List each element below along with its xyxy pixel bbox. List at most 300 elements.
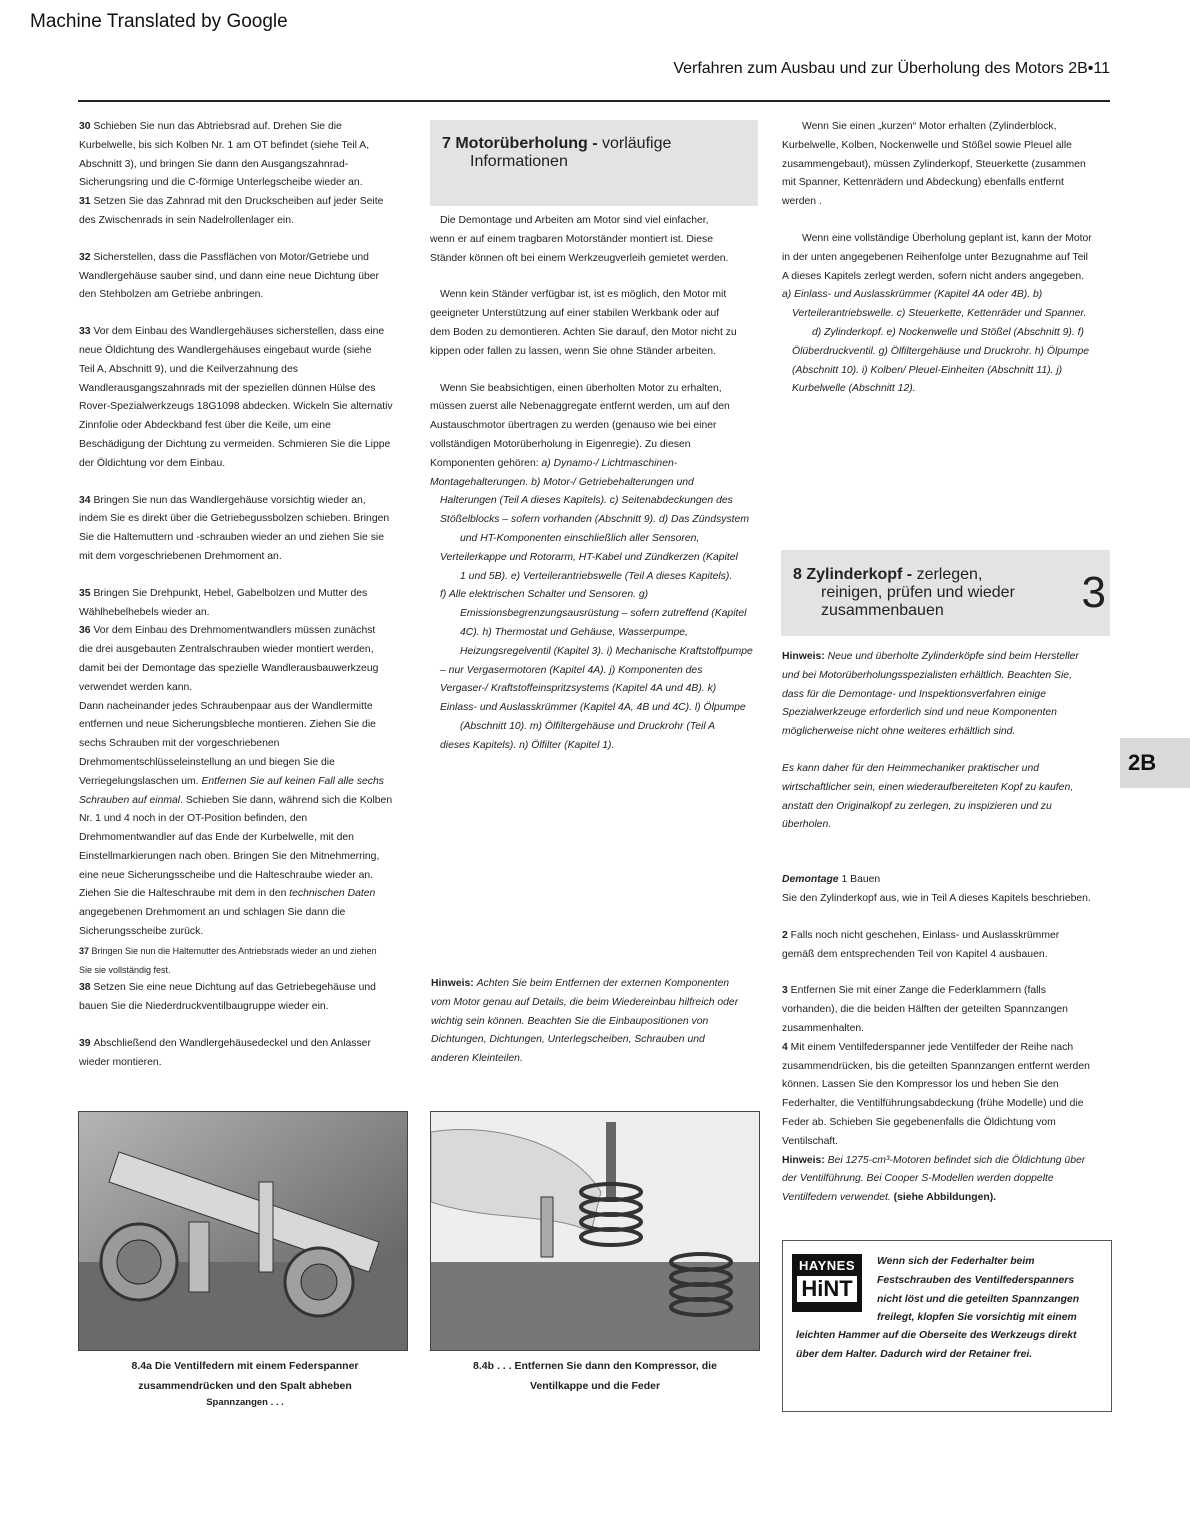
text: Entfernen Sie mit einer Zange die Federklammern (falls xyxy=(790,985,1046,997)
left-column-line xyxy=(79,585,419,604)
text: Drehmomentschlüsseleinstellung an und biegen Sie die xyxy=(79,756,335,768)
italic-text: Vergaser-/ Kraftstoffeinspritzsystems (Kapitel 4A und 4B). k) xyxy=(440,683,717,695)
step-number: 30 xyxy=(79,121,94,132)
text: Sicherstellen, dass die Passflächen von Motor/Getriebe und xyxy=(93,251,369,263)
section-8-subtitle-b: reinigen, prüfen und wieder xyxy=(821,584,1015,601)
left-column-line xyxy=(79,492,419,511)
left-column-line xyxy=(79,848,419,867)
left-column-line xyxy=(79,156,419,175)
text: Kurbelwelle, bis sich Kolben Nr. 1 am OT befindet (siehe Teil A, xyxy=(79,139,370,151)
section-7-line xyxy=(430,324,775,343)
left-column-line xyxy=(79,361,419,380)
left-column-line xyxy=(79,342,419,361)
paragraph-gap xyxy=(79,567,419,585)
section-8-line xyxy=(782,871,1117,890)
text: Abschließend den Wandlergehäusedeckel und den Anlasser xyxy=(93,1038,371,1050)
right-top-line xyxy=(782,305,1117,324)
italic-text: möglicherweise nicht ohne weiteres erhältlich sind. xyxy=(782,726,1016,738)
left-column-line xyxy=(79,773,419,792)
paragraph-gap xyxy=(782,853,1117,871)
section-8-line xyxy=(782,982,1117,1001)
section-8-line xyxy=(782,1076,1117,1095)
left-column-line xyxy=(79,867,419,886)
italic-text: d) Zylinderkopf. e) Nockenwelle und Stößel (Abschnitt 9). f) xyxy=(812,326,1085,338)
section-7-line xyxy=(430,662,775,681)
italic-text: Ventilfedern verwendet. xyxy=(782,1192,894,1204)
right-top-line xyxy=(782,249,1117,268)
left-column-line xyxy=(79,923,419,942)
section-7-title: 7 Motorüberholung - xyxy=(442,135,598,152)
text: eine neue Sicherungsscheibe und die Halteschraube wieder an. xyxy=(79,869,374,881)
italic-text: Verteilerantriebswelle. c) Steuerkette, Kettenräder und Spanner. xyxy=(792,308,1087,320)
text: Schieben Sie nun das Abtriebsrad auf. Drehen Sie die xyxy=(93,121,342,132)
text: Die Demontage und Arbeiten am Motor sind viel einfacher, xyxy=(440,215,709,226)
text: Sie die Haltemuttern und -schrauben wieder an und ziehen Sie sie xyxy=(79,532,384,544)
section-8-line xyxy=(782,890,1117,909)
text: geeigneter Unterstützung auf einer stabilen Werkbank oder auf xyxy=(430,308,720,320)
left-column-line xyxy=(79,249,419,268)
section-7-line xyxy=(430,549,775,568)
section-7-subtitle-b: Informationen xyxy=(470,153,568,170)
left-column-line xyxy=(79,829,419,848)
left-column-line xyxy=(79,679,419,698)
haynes-hint-line: freilegt, klopfen Sie vorsichtig mit einem xyxy=(877,1312,1077,1324)
italic-text: und HT-Komponenten einschließlich aller Sensoren, xyxy=(460,532,700,544)
text: sechs Schrauben mit der vorgeschriebenen xyxy=(79,738,280,750)
left-column-line xyxy=(79,323,419,342)
haynes-hint-text xyxy=(877,1253,1107,1328)
text: vorhanden), die die beiden Hälften der geteilten Spannzangen xyxy=(782,1004,1068,1016)
section-8-chapter-badge: 3 xyxy=(1081,568,1106,617)
right-top-line xyxy=(782,156,1117,175)
left-column-line xyxy=(79,118,419,137)
text: Verriegelungslaschen um. xyxy=(79,775,202,787)
left-column-line xyxy=(79,604,419,623)
section-8-line xyxy=(782,798,1117,817)
section-8-heading-box xyxy=(781,550,1110,636)
text: Rover-Spezialwerkzeugs 18G1098 abdecken. Wickeln Sie alternativ xyxy=(79,401,393,413)
right-top-line xyxy=(782,362,1117,381)
section-7-line xyxy=(430,737,775,756)
italic-text: Neue und überholte Zylinderköpfe sind beim Hersteller xyxy=(827,651,1079,662)
text: dem Boden zu demontieren. Achten Sie darauf, den Motor nicht zu xyxy=(430,326,737,338)
section-7-line xyxy=(430,624,775,643)
left-column-line xyxy=(79,417,419,436)
section-7-line xyxy=(430,398,775,417)
italic-text: Stößelblocks – sofern vorhanden (Abschnitt 9). d) Das Zündsystem xyxy=(440,514,749,526)
left-column-line xyxy=(79,904,419,923)
step-number: 36 xyxy=(79,625,94,637)
step-number: 2 xyxy=(782,929,791,941)
italic-text: 4C). h) Thermostat und Gehäuse, Wasserpumpe, xyxy=(460,626,688,638)
left-column-line xyxy=(79,529,419,548)
italic-text: Heizungsregelventil (Kapitel 3). i) Mechanische Kraftstoffpumpe xyxy=(460,645,753,657)
left-column-line xyxy=(79,792,419,811)
text: Wenn Sie beabsichtigen, einen überholten Motor zu erhalten, xyxy=(440,382,722,394)
left-column-line xyxy=(79,810,419,829)
text: kippen oder fallen zu lassen, wenn Sie ohne Ständer arbeiten. xyxy=(430,345,716,357)
text: Falls noch nicht geschehen, Einlass- und Auslasskrümmer xyxy=(790,929,1060,941)
paragraph-gap xyxy=(782,909,1117,927)
left-column-line xyxy=(79,510,419,529)
right-top-line xyxy=(782,174,1117,193)
italic-text: anstatt den Originalkopf zu zerlegen, zu inspizieren und zu xyxy=(782,800,1052,812)
valve-spring-compressor-image xyxy=(79,1112,407,1350)
paragraph-gap xyxy=(782,835,1117,853)
text: Sie sie vollständig fest. xyxy=(79,964,171,975)
section-8-subtitle-a: zerlegen, xyxy=(916,566,983,583)
section-8-line xyxy=(782,667,1117,686)
left-column-line xyxy=(79,268,419,287)
text: gemäß dem entsprechenden Teil von Kapitel 4 ausbauen. xyxy=(782,948,1048,960)
figure-8-4a-photo xyxy=(78,1111,408,1351)
italic-text: (Abschnitt 10). i) Kolben/ Pleuel-Einheiten (Abschnitt 11). j) xyxy=(792,364,1063,376)
italic-text: Ölüberdruckventil. g) Ölfiltergehäuse und Druckrohr. h) Ölpumpe xyxy=(792,345,1090,357)
text: Einstellmarkierungen nach oben. Bringen Sie den Mitnehmerring, xyxy=(79,850,380,862)
figure-8-4b-caption-line: Ventilkappe und die Feder xyxy=(529,1380,661,1392)
text: Wenn kein Ständer verfügbar ist, ist es möglich, den Motor mit xyxy=(440,289,727,301)
section-7-hint-line: wichtig sein können. Beachten Sie die Einbaupositionen von xyxy=(431,1015,709,1027)
text: angegebenen Drehmoment an und schlagen Sie dann die xyxy=(79,907,346,919)
text: in der unten angegebenen Reihenfolge unter Bezugnahme auf Teil xyxy=(782,251,1088,263)
section-7-hint xyxy=(431,975,761,1069)
text: Ziehen Sie die Halteschraube mit dem in den xyxy=(79,888,290,900)
paragraph-gap xyxy=(79,1017,419,1035)
machine-translation-label: Machine Translated by Google xyxy=(30,11,288,32)
valve-spring-removal-image xyxy=(431,1112,759,1350)
haynes-hint-line: Festschrauben des Ventilfederspanners xyxy=(877,1274,1075,1286)
step-number: 39 xyxy=(79,1038,94,1050)
text: entfernen und neue Sicherungsbleche montieren. Ziehen Sie die xyxy=(79,719,376,731)
section-8-line xyxy=(782,927,1117,946)
text: Nr. 1 und 4 noch in der OT-Position befinden, den xyxy=(79,813,308,825)
section-7-line xyxy=(430,417,775,436)
chapter-side-tab-label: 2B xyxy=(1128,750,1157,775)
section-7-hint-line: anderen Kleinteilen. xyxy=(431,1053,523,1065)
haynes-hint-line: leichten Hammer auf die Oberseite des Werkzeugs direkt xyxy=(796,1330,1077,1341)
header-rule xyxy=(78,100,1110,102)
text: der Öldichtung vor dem Einbau. xyxy=(79,457,226,469)
paragraph-gap xyxy=(430,268,775,286)
section-8-title: 8 Zylinderkopf - xyxy=(793,566,913,583)
section-7-line xyxy=(430,231,775,250)
section-8-line xyxy=(782,816,1117,835)
text: Sie den Zylinderkopf aus, wie in Teil A dieses Kapitels beschrieben. xyxy=(782,892,1091,904)
section-8-line xyxy=(782,1020,1117,1039)
hint-logo-text: HiNT xyxy=(797,1276,857,1302)
text: Wenn eine vollständige Überholung geplant ist, kann der Motor xyxy=(802,232,1092,244)
chapter-side-tab xyxy=(1120,738,1190,788)
italic-text: Einlass- und Auslasskrümmer (Kapitel 4A, 4B und 4C). l) Ölpumpe xyxy=(440,702,746,714)
step-number: 37 xyxy=(79,945,92,956)
text: werden . xyxy=(782,196,822,208)
text: zusammendrücken, bis die geteilten Spannzangen entfernt werden xyxy=(782,1060,1090,1072)
section-8-line xyxy=(782,648,1117,667)
text: Kurbelwelle, Kolben, Nockenwelle und Stößel sowie Pleuel alle xyxy=(782,139,1072,151)
section-7-hint-line: Achten Sie beim Entfernen der externen Komponenten xyxy=(476,978,730,989)
text: Bringen Sie nun das Wandlergehäuse vorsichtig wieder an, xyxy=(93,494,366,506)
text: des Zwischenrads in sein Nadelrollenlager ein. xyxy=(79,214,294,226)
section-8-line xyxy=(782,1170,1117,1189)
figure-8-4b-caption xyxy=(430,1356,760,1396)
right-top-line xyxy=(782,137,1117,156)
text: Bringen Sie nun die Haltemutter des Antriebsrads wieder an und ziehen xyxy=(91,945,377,956)
section-8-line xyxy=(782,779,1117,798)
text: damit bei der Demontage das spezielle Wandlerausbauwerkzeug xyxy=(79,662,379,674)
section-7-line xyxy=(430,605,775,624)
figure-8-4a-caption xyxy=(80,1356,410,1409)
step-number: 4 xyxy=(782,1041,791,1053)
running-header-title: Verfahren zum Ausbau und zur Überholung des Motors 2B•11 xyxy=(673,60,1110,77)
section-7-line xyxy=(430,511,775,530)
left-column-line xyxy=(79,885,419,904)
section-7-line xyxy=(430,492,775,511)
left-column-line xyxy=(79,622,419,641)
haynes-hint-line: Wenn sich der Federhalter beim xyxy=(877,1256,1035,1267)
left-column-line xyxy=(79,754,419,773)
section-7-line xyxy=(430,305,775,324)
text: mit dem vorgeschriebenen Drehmoment an. xyxy=(79,550,282,562)
text: die drei ausgebauten Zentralschrauben wieder montiert werden, xyxy=(79,644,374,656)
text: Wenn Sie einen „kurzen“ Motor erhalten (Zylinderblock, xyxy=(802,121,1057,132)
step-number: 35 xyxy=(79,587,94,599)
paragraph-gap xyxy=(79,305,419,323)
section-7-subtitle-a: vorläufige xyxy=(601,135,672,152)
bold-text: (siehe Abbildungen). xyxy=(893,1192,997,1204)
italic-text: Kurbelwelle (Abschnitt 12). xyxy=(792,383,916,395)
right-top-line xyxy=(782,380,1117,399)
italic-text: (Abschnitt 10). m) Ölfiltergehäuse und Druckrohr (Teil A xyxy=(460,720,716,732)
text: Zinnfolie oder Abdeckband fest über die Keile, um eine xyxy=(79,420,331,432)
paragraph-gap xyxy=(782,964,1117,982)
step-number: 34 xyxy=(79,494,94,506)
italic-text: überholen. xyxy=(782,819,832,831)
text: Setzen Sie eine neue Dichtung auf das Getriebegehäuse und xyxy=(93,982,376,994)
text: verwendet werden kann. xyxy=(79,681,193,693)
italic-text: f) Alle elektrischen Schalter und Sensoren. g) xyxy=(440,589,649,601)
italic-text: a) Dynamo-/ Lichtmaschinen- xyxy=(541,457,678,469)
left-column-line xyxy=(79,548,419,567)
text: Wandlergehäuse sauber sind, und dann eine neue Dichtung über xyxy=(79,270,380,282)
paragraph-gap xyxy=(79,231,419,249)
figure-8-4b-photo xyxy=(430,1111,760,1351)
italic-text: – nur Vergasermotoren (Kapitel 4A). j) Komponenten des xyxy=(440,664,703,676)
step-number: 38 xyxy=(79,982,94,994)
text: Vor dem Einbau des Wandlergehäuses sicherstellen, dass eine xyxy=(93,326,385,338)
text: zusammenhalten. xyxy=(782,1022,865,1034)
section-7-hint-line: vom Motor genau auf Details, die beim Wiedereinbau hilfreich oder xyxy=(431,996,739,1008)
section-8-line xyxy=(782,1039,1117,1058)
section-8-line xyxy=(782,723,1117,742)
italic-text: Es kann daher für den Heimmechaniker praktischer und xyxy=(782,762,1040,774)
section-7-line xyxy=(430,699,775,718)
italic-text: Schrauben auf einmal xyxy=(79,794,181,806)
text: Bringen Sie Drehpunkt, Hebel, Gabelbolzen und Mutter des xyxy=(93,587,368,599)
text: Federhalter, die Ventilführungsabdeckung (frühe Modelle) und die xyxy=(782,1098,1084,1110)
left-column-line xyxy=(79,735,419,754)
italic-text: Spezialwerkzeuge erforderlich sind und neue Komponenten xyxy=(782,707,1057,719)
bold-label: Hinweis: xyxy=(782,1154,828,1166)
haynes-hint-line: nicht löst und die geteilten Spannzangen xyxy=(877,1293,1080,1305)
subheading: Demontage xyxy=(782,874,842,886)
italic-text: 1 und 5B). e) Verteilerantriebswelle (Teil A dieses Kapitels). xyxy=(460,570,733,582)
section-7-line xyxy=(430,250,775,269)
section-7-line xyxy=(430,718,775,737)
step-number: 31 xyxy=(79,196,94,208)
left-column-line xyxy=(79,436,419,455)
figure-8-4a-caption-line: Spannzangen . . . xyxy=(206,1397,284,1408)
text: neue Öldichtung des Wandlergehäuses eingebaut wurde (siehe xyxy=(79,344,372,356)
text: mit Spanner, Kettenrädern und Abdeckung) ebenfalls entfernt xyxy=(782,177,1064,189)
text: Teil A, Abschnitt 9), und die Keilverzahnung des xyxy=(79,363,298,375)
italic-text: Halterungen (Teil A dieses Kapitels). c) Seitenabdeckungen des xyxy=(440,495,733,507)
right-top-line xyxy=(782,230,1117,249)
step-number: 3 xyxy=(782,985,791,997)
paragraph-gap xyxy=(782,742,1117,760)
text: . Schieben Sie dann, während sich die Kolben xyxy=(180,794,393,806)
right-top-line xyxy=(782,118,1117,137)
text: 1 Bauen xyxy=(841,874,881,886)
section-8-line xyxy=(782,704,1117,723)
haynes-hint-line: über dem Halter. Dadurch wird der Retainer frei. xyxy=(796,1348,1033,1360)
paragraph-gap xyxy=(430,362,775,380)
left-column-line xyxy=(79,1054,419,1073)
left-column-line xyxy=(79,380,419,399)
section-7-text xyxy=(430,212,775,756)
haynes-hint-logo xyxy=(792,1254,862,1312)
section-8-line xyxy=(782,760,1117,779)
section-7-line xyxy=(430,286,775,305)
italic-text: wirtschaftlicher sein, einen wiederaufbereiteten Kopf zu kaufen, xyxy=(782,781,1074,793)
text: indem Sie es direkt über die Getriebegussbolzen schieben. Bringen xyxy=(79,513,390,525)
text: den Stehbolzen am Getriebe anbringen. xyxy=(79,289,264,301)
section-8-line xyxy=(782,1152,1117,1171)
text: vollständigen Motorüberholung in Eigenregie). Zu diesen xyxy=(430,438,691,450)
left-column-line xyxy=(79,660,419,679)
italic-text: Bei 1275-cm³-Motoren befindet sich die Öldichtung über xyxy=(827,1154,1086,1166)
italic-text: technischen Daten xyxy=(289,888,376,900)
section-7-heading-box xyxy=(430,120,758,206)
section-8-subtitle-c: zusammenbauen xyxy=(821,602,944,619)
text: Setzen Sie das Zahnrad mit den Druckscheiben auf jeder Seite xyxy=(93,196,384,208)
text: können. Lassen Sie den Kompressor los und heben Sie den xyxy=(782,1079,1059,1091)
section-7-hint-label: Hinweis: xyxy=(431,978,474,989)
text: Ständer können oft bei einem Werkzeugverleih gemietet werden. xyxy=(430,252,729,264)
text: Ventilschaft. xyxy=(782,1135,839,1147)
section-7-line xyxy=(430,474,775,493)
left-column-line xyxy=(79,979,419,998)
left-column-line xyxy=(79,398,419,417)
section-7-line xyxy=(430,586,775,605)
left-column-line xyxy=(79,212,419,231)
bold-label: Hinweis: xyxy=(782,651,828,662)
italic-text: der Ventilführung. Bei Cooper S-Modellen werden doppelte xyxy=(782,1173,1054,1185)
section-7-line xyxy=(430,530,775,549)
paragraph-gap xyxy=(79,474,419,492)
text: A dieses Kapitels zerlegt werden, sofern nicht anders angegeben. xyxy=(782,270,1085,282)
text: Mit einem Ventilfederspanner jede Ventilfeder der Reihe nach xyxy=(790,1041,1074,1053)
text: Dann nacheinander jedes Schraubenpaar aus der Wandlermitte xyxy=(79,700,373,712)
italic-text: Montagehalterungen. b) Motor-/ Getriebehalterungen und xyxy=(430,476,694,488)
left-column-line xyxy=(79,286,419,305)
italic-text: Entfernen Sie auf keinen Fall alle sechs xyxy=(201,775,384,787)
left-column-line xyxy=(79,998,419,1017)
left-column-line xyxy=(79,698,419,717)
figure-8-4b-caption-line: 8.4b . . . Entfernen Sie dann den Kompressor, die xyxy=(473,1360,717,1372)
italic-text: dass für die Demontage- und Inspektionsverfahren einige xyxy=(782,688,1046,700)
text: zusammengebaut), müssen Zylinderkopf, Steuerkette (zusammen xyxy=(782,158,1086,170)
section-8-line xyxy=(782,1001,1117,1020)
text: Beschädigung der Dichtung zu vermeiden. Schmieren Sie die Lippe xyxy=(79,438,391,450)
right-top-line xyxy=(782,193,1117,212)
section-7-line xyxy=(430,568,775,587)
left-column-line xyxy=(79,193,419,212)
left-column-line xyxy=(79,1035,419,1054)
section-7-line xyxy=(430,212,775,231)
text: Austauschmotor übertragen zu werden (genauso wie bei einer xyxy=(430,420,717,432)
italic-text: dieses Kapitels). n) Ölfilter (Kapitel 1). xyxy=(440,739,615,751)
text: Wählhebelhebels wieder an. xyxy=(79,606,210,618)
text: Sicherungsring und die C-förmige Unterlegscheibe wieder an. xyxy=(79,177,363,189)
left-column-line xyxy=(79,716,419,735)
left-column-line xyxy=(79,137,419,156)
left-column-line xyxy=(79,641,419,660)
figure-8-4a-caption-line: zusammendrücken und den Spalt abheben xyxy=(138,1380,352,1392)
section-8-line xyxy=(782,686,1117,705)
text: wieder montieren. xyxy=(79,1056,162,1068)
text: Feder ab. Schieben Sie gegebenenfalls die Öldichtung vom xyxy=(782,1116,1056,1128)
section-7-line xyxy=(430,380,775,399)
haynes-logo-text: HAYNES xyxy=(799,1258,855,1273)
text: müssen zuerst alle Nebenaggregate entfernt werden, um auf den xyxy=(430,401,730,413)
section-8-line xyxy=(782,1114,1117,1133)
text: Sicherungsscheibe zurück. xyxy=(79,926,204,938)
section-8-line xyxy=(782,1058,1117,1077)
section-7-hint-line: Dichtungen, Dichtungen, Unterlegscheiben, Schrauben und xyxy=(431,1034,705,1046)
right-top-line xyxy=(782,324,1117,343)
italic-text: a) Einlass- und Auslasskrümmer (Kapitel 4A oder 4B). b) xyxy=(782,289,1043,301)
left-text-column xyxy=(79,118,419,1073)
italic-text: und bei Motorüberholungsspezialisten erhältlich. Beachten Sie, xyxy=(782,669,1072,681)
paragraph-gap xyxy=(782,212,1117,230)
left-column-line xyxy=(79,942,419,961)
left-column-line xyxy=(79,174,419,193)
section-8-text xyxy=(782,648,1117,1208)
section-7-line xyxy=(430,455,775,474)
text: Komponenten gehören: xyxy=(430,457,542,469)
section-8-line xyxy=(782,1095,1117,1114)
right-top-line xyxy=(782,343,1117,362)
right-top-line xyxy=(782,268,1117,287)
text: wenn er auf einem tragbaren Motorständer montiert ist. Diese xyxy=(430,233,713,245)
section-7-line xyxy=(430,680,775,699)
italic-text: Emissionsbegrenzungsausrüstung – sofern zutreffend (Kapitel xyxy=(460,608,747,620)
step-number: 33 xyxy=(79,326,94,338)
text: Vor dem Einbau des Drehmomentwandlers müssen zunächst xyxy=(93,625,376,637)
italic-text: Verteilerkappe und Rotorarm, HT-Kabel und Zündkerzen (Kapitel xyxy=(440,551,738,563)
text: Abschnitt 3), und bringen Sie dann den Ausgangszahnrad- xyxy=(79,158,349,170)
section-8-line xyxy=(782,946,1117,965)
section-7-line xyxy=(430,643,775,662)
section-8-line xyxy=(782,1133,1117,1152)
text: Wandlerausgangszahnrads mit der speziellen dünnen Hülse des xyxy=(79,382,376,394)
text: bauen Sie die Niederdruckventilbaugruppe wieder ein. xyxy=(79,1001,329,1013)
section-7-line xyxy=(430,436,775,455)
right-top-text xyxy=(782,118,1117,399)
figure-8-4a-caption-line: 8.4a Die Ventilfedern mit einem Federspanner xyxy=(131,1360,359,1372)
step-number: 32 xyxy=(79,251,94,263)
right-top-line xyxy=(782,286,1117,305)
